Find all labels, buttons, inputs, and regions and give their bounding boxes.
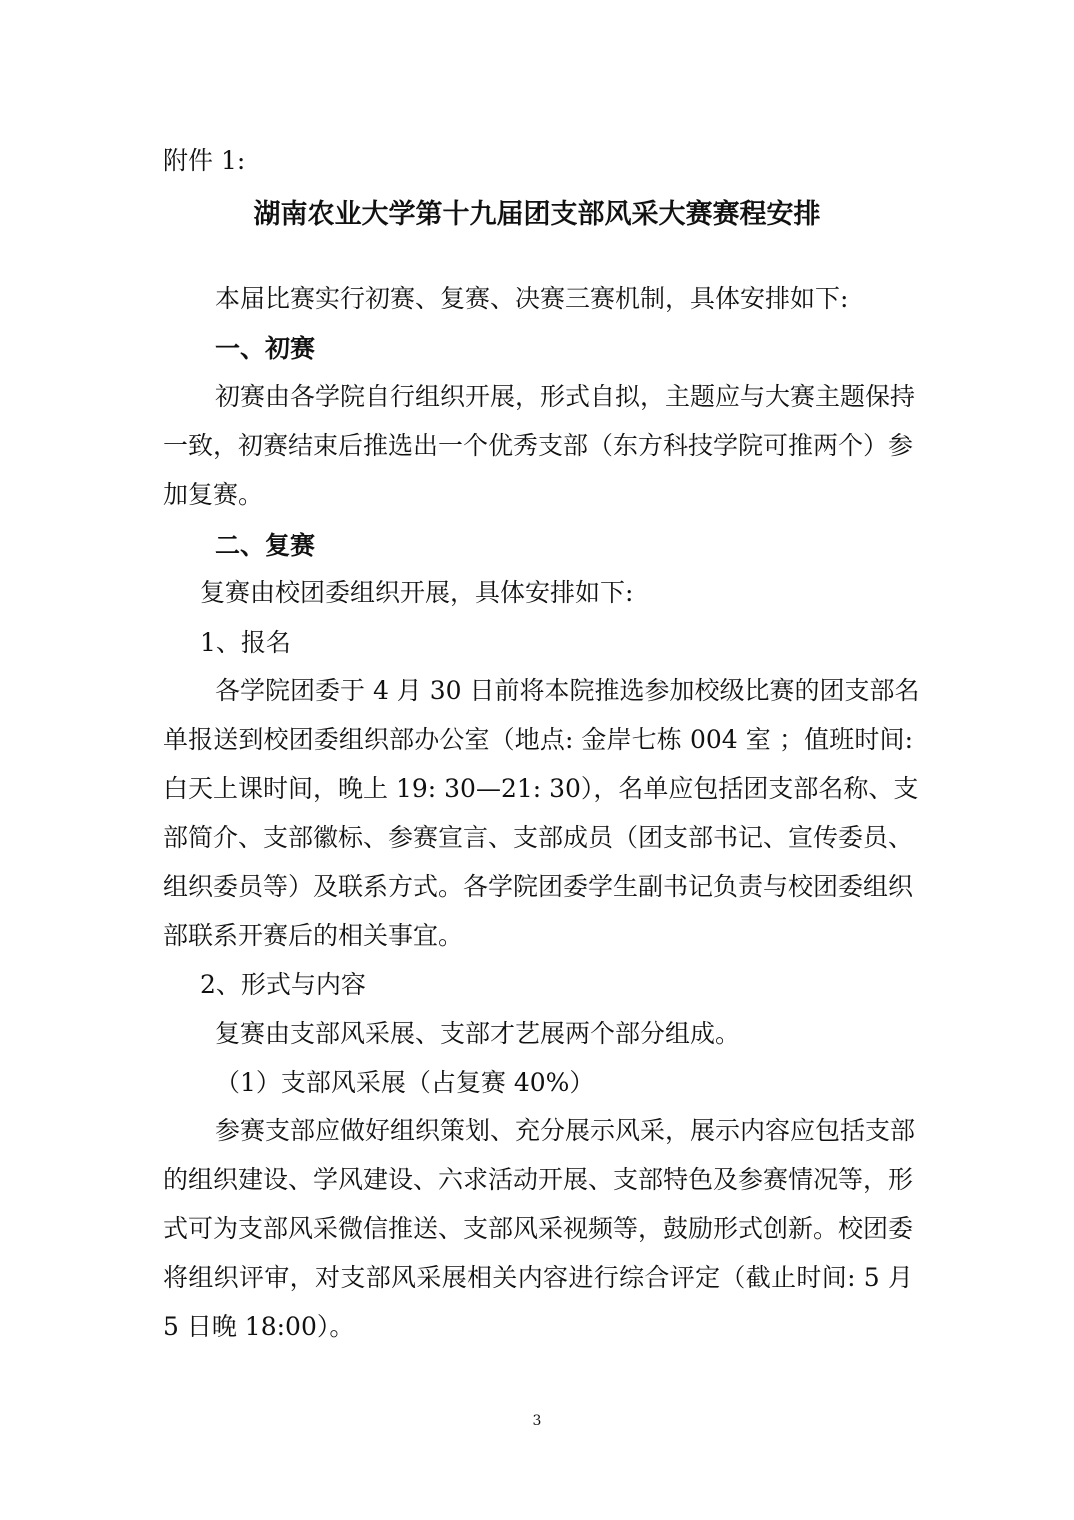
sub2-heading: 2、形式与内容 (200, 970, 366, 999)
sub1-line-5: 组织委员等）及联系方式。各学院团委学生副书记负责与校团委组织 (163, 872, 914, 901)
section1-line-2: 一致，初赛结束后推选出一个优秀支部（东方科技学院可推两个）参 (163, 431, 914, 460)
section1-heading: 一、初赛 (215, 334, 316, 363)
sub1-line-3: 白天上课时间，晚上 19: 30—21: 30），名单应包括团支部名称、支 (163, 774, 919, 803)
page-number: 3 (532, 1413, 542, 1429)
item1-heading: （1）支部风采展（占复赛 40%） (215, 1068, 595, 1097)
item1-line-3: 式可为支部风采微信推送、支部风采视频等，鼓励形式创新。校团委 (163, 1214, 914, 1243)
document-title: 湖南农业大学第十九届团支部风采大赛赛程安排 (253, 199, 821, 230)
sub1-line-1: 各学院团委于 4 月 30 日前将本院推选参加校级比赛的团支部名 (215, 676, 920, 705)
sub1-line-2: 单报送到校团委组织部办公室（地点: 金岸七栋 004 室 ；值班时间: (163, 725, 913, 754)
item1-line-5: 5 日晚 18:00）。 (163, 1312, 355, 1341)
sub1-line-6: 部联系开赛后的相关事宜。 (163, 921, 464, 950)
section1-line-3: 加复赛。 (163, 480, 264, 509)
item1-line-1: 参赛支部应做好组织策划、充分展示风采，展示内容应包括支部 (215, 1116, 916, 1145)
sub1-heading: 1、报名 (200, 628, 291, 657)
section1-line-1: 初赛由各学院自行组织开展，形式自拟，主题应与大赛主题保持 (215, 382, 916, 411)
sub1-line-4: 部简介、支部徽标、参赛宣言、支部成员（团支部书记、宣传委员、 (163, 823, 914, 852)
section2-heading: 二、复赛 (215, 531, 316, 560)
attachment-label: 附件 1: (163, 146, 246, 175)
intro-paragraph: 本届比赛实行初赛、复赛、决赛三赛机制，具体安排如下: (215, 284, 849, 313)
item1-line-2: 的组织建设、学风建设、六求活动开展、支部特色及参赛情况等，形 (163, 1165, 914, 1194)
section2-intro: 复赛由校团委组织开展，具体安排如下: (200, 578, 634, 607)
sub2-intro: 复赛由支部风采展、支部才艺展两个部分组成。 (215, 1019, 741, 1048)
item1-line-4: 将组织评审，对支部风采展相关内容进行综合评定（截止时间: 5 月 (163, 1263, 913, 1292)
